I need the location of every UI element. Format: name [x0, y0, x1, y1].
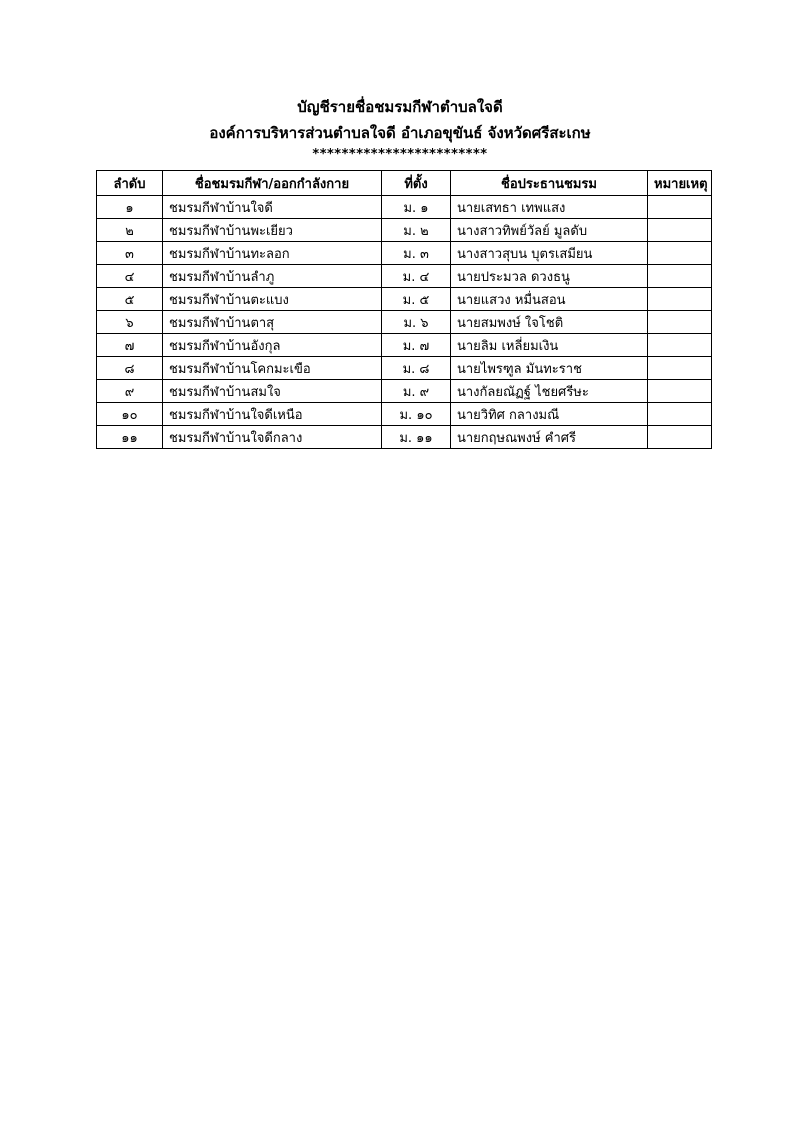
cell-president: นายแสวง หมื่นสอน [451, 288, 648, 311]
cell-location: ม. ๑๑ [382, 426, 451, 449]
cell-location: ม. ๔ [382, 265, 451, 288]
cell-location: ม. ๖ [382, 311, 451, 334]
header-club-name: ชื่อชมรมกีฬา/ออกกำลังกาย [163, 171, 382, 196]
header-remarks: หมายเหตุ [648, 171, 712, 196]
table-row [97, 334, 712, 357]
cell-location: ม. ๕ [382, 288, 451, 311]
cell-remarks [648, 403, 712, 426]
cell-no: ๑ [97, 196, 163, 219]
cell-no: ๒ [97, 219, 163, 242]
cell-no: ๗ [97, 334, 163, 357]
cell-no: ๕ [97, 288, 163, 311]
cell-location: ม. ๘ [382, 357, 451, 380]
cell-president: นางกัลยณัฏฐ์ ไชยศรีษะ [451, 380, 648, 403]
document-subtitle: องค์การบริหารส่วนตำบลใจดี อำเภอขุขันธ์ จังหวัดศรีสะเกษ [209, 124, 591, 142]
cell-club-name: ชมรมกีฬาบ้านพะเยียว [163, 219, 382, 242]
cell-remarks [648, 288, 712, 311]
cell-club-name: ชมรมกีฬาบ้านใจดี [163, 196, 382, 219]
table-row [97, 426, 712, 449]
cell-club-name: ชมรมกีฬาบ้านตาสุ [163, 311, 382, 334]
cell-president: นายประมวล ดวงธนู [451, 265, 648, 288]
cell-location: ม. ๙ [382, 380, 451, 403]
table-row [97, 219, 712, 242]
table-row [97, 265, 712, 288]
table-row [97, 357, 712, 380]
cell-president: นายสมพงษ์ ใจโชติ [451, 311, 648, 334]
cell-remarks [648, 357, 712, 380]
table-row [97, 196, 712, 219]
cell-no: ๘ [97, 357, 163, 380]
cell-no: ๖ [97, 311, 163, 334]
cell-club-name: ชมรมกีฬาบ้านใจดีเหนือ [163, 403, 382, 426]
cell-club-name: ชมรมกีฬาบ้านใจดีกลาง [163, 426, 382, 449]
cell-remarks [648, 219, 712, 242]
cell-location: ม. ๑ [382, 196, 451, 219]
cell-remarks [648, 334, 712, 357]
cell-no: ๑๐ [97, 403, 163, 426]
cell-no: ๔ [97, 265, 163, 288]
cell-president: นายวิทิศ กลางมณี [451, 403, 648, 426]
sports-club-table [96, 170, 712, 449]
cell-location: ม. ๑๐ [382, 403, 451, 426]
cell-club-name: ชมรมกีฬาบ้านทะลอก [163, 242, 382, 265]
header-president: ชื่อประธานชมรม [451, 171, 648, 196]
header-location: ที่ตั้ง [382, 171, 451, 196]
cell-president: นายเสทธา เทพแสง [451, 196, 648, 219]
cell-club-name: ชมรมกีฬาบ้านอังกุล [163, 334, 382, 357]
table-row [97, 380, 712, 403]
cell-remarks [648, 196, 712, 219]
cell-no: ๓ [97, 242, 163, 265]
table-row [97, 403, 712, 426]
cell-club-name: ชมรมกีฬาบ้านตะแบง [163, 288, 382, 311]
cell-remarks [648, 265, 712, 288]
cell-president: นางสาวสุบน บุตรเสมียน [451, 242, 648, 265]
cell-location: ม. ๒ [382, 219, 451, 242]
table-row [97, 311, 712, 334]
cell-location: ม. ๓ [382, 242, 451, 265]
cell-remarks [648, 311, 712, 334]
star-divider: ************************ [312, 147, 488, 162]
cell-no: ๙ [97, 380, 163, 403]
cell-club-name: ชมรมกีฬาบ้านโคกมะเขือ [163, 357, 382, 380]
cell-remarks [648, 242, 712, 265]
cell-no: ๑๑ [97, 426, 163, 449]
cell-club-name: ชมรมกีฬาบ้านลำภู [163, 265, 382, 288]
cell-club-name: ชมรมกีฬาบ้านสมใจ [163, 380, 382, 403]
cell-president: นางสาวทิพย์วัลย์ มูลดับ [451, 219, 648, 242]
cell-president: นายกฤษณพงษ์ คำศรี [451, 426, 648, 449]
cell-location: ม. ๗ [382, 334, 451, 357]
document-title: บัญชีรายชื่อชมรมกีฬาตำบลใจดี [297, 98, 503, 116]
cell-president: นายลิม เหลี่ยมเงิน [451, 334, 648, 357]
table-row [97, 242, 712, 265]
cell-remarks [648, 426, 712, 449]
table-header-row [97, 171, 712, 196]
header-no: ลำดับ [97, 171, 163, 196]
cell-remarks [648, 380, 712, 403]
cell-president: นายไพรฑูล มันทะราช [451, 357, 648, 380]
table-row [97, 288, 712, 311]
